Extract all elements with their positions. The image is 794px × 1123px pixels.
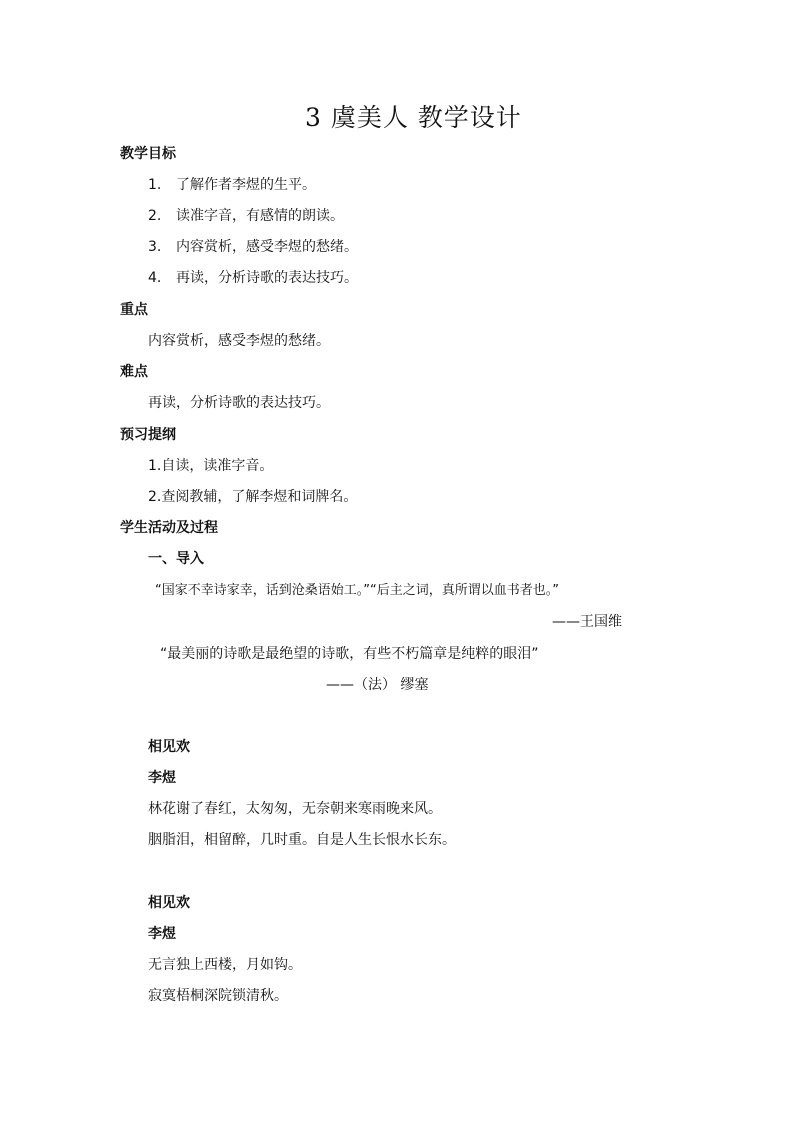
page-title: 3 虞美人 教学设计 <box>305 103 522 132</box>
poem-line: 寂寞梧桐深院锁清秋。 <box>148 988 288 1004</box>
poem-author: 李煜 <box>148 926 176 942</box>
goal-number: 4. <box>148 270 162 286</box>
preview-item: 1.自读，读准字音。 <box>148 458 274 474</box>
difficulty-heading: 难点 <box>120 364 148 380</box>
poem-title: 相见欢 <box>148 895 190 911</box>
poem-author: 李煜 <box>148 770 176 786</box>
goal-item <box>148 269 358 287</box>
goal-number: 1. <box>148 177 162 193</box>
quote-wang-guowei: “国家不幸诗家幸，话到沧桑语始工。”“后主之词，真所谓以血书者也。” <box>155 583 559 598</box>
process-heading: 学生活动及过程 <box>120 520 218 536</box>
goal-text: 了解作者李煜的生平。 <box>176 177 316 193</box>
poem-title: 相见欢 <box>148 739 190 755</box>
key-point-heading: 重点 <box>120 302 148 318</box>
poem-line: 胭脂泪，相留醉，几时重。自是人生长恨水长东。 <box>148 832 456 848</box>
poem-line: 林花谢了春红，太匆匆，无奈朝来寒雨晚来风。 <box>148 801 442 817</box>
goal-item <box>148 207 344 225</box>
goal-item <box>148 238 358 256</box>
goal-number: 2. <box>148 208 162 224</box>
key-point-text: 内容赏析，感受李煜的愁绪。 <box>148 333 330 349</box>
goals-heading: 教学目标 <box>120 146 176 162</box>
goal-number: 3. <box>148 239 162 255</box>
goal-text: 读准字音，有感情的朗读。 <box>176 208 344 224</box>
intro-heading: 一、导入 <box>148 551 204 567</box>
quote-musset: “最美丽的诗歌是最绝望的诗歌，有些不朽篇章是纯粹的眼泪” <box>160 646 539 662</box>
difficulty-text: 再读，分析诗歌的表达技巧。 <box>148 395 330 411</box>
quote-source-musset: ——（法） 缪塞 <box>326 677 429 693</box>
goal-item <box>148 176 316 194</box>
quote-source-wang-guowei: ——王国维 <box>552 614 622 630</box>
preview-heading: 预习提纲 <box>120 427 176 443</box>
poem-line: 无言独上西楼，月如钩。 <box>148 957 302 973</box>
goal-text: 再读，分析诗歌的表达技巧。 <box>176 270 358 286</box>
goal-text: 内容赏析，感受李煜的愁绪。 <box>176 239 358 255</box>
preview-item: 2.查阅教辅，了解李煜和词牌名。 <box>148 489 358 505</box>
